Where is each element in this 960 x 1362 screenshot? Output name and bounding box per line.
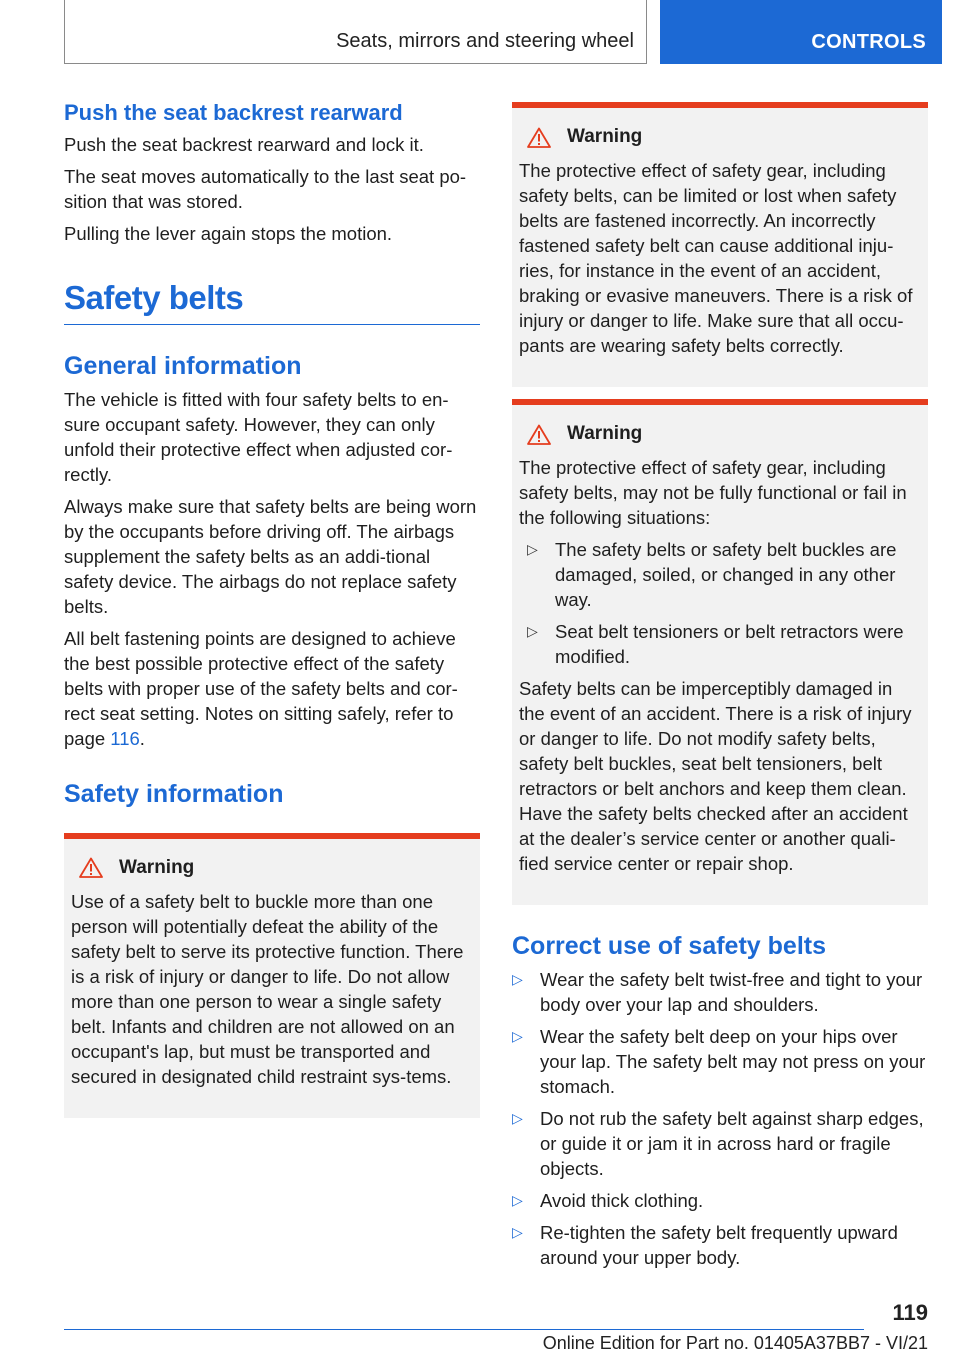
list-item-text: Seat belt tensioners or belt retractors were modified. [555, 621, 904, 667]
correct-use-heading: Correct use of safety belts [512, 932, 826, 960]
list-item-text: Wear the safety belt twist-free and tight to your body over your lap and shoulders. [540, 969, 923, 1015]
bullet-triangle-icon: ▷ [512, 1192, 523, 1208]
list-item [512, 1106, 928, 1181]
warning-box-2-text: The protective effect of safety gear, including safety belts, can be limited or lost when safety belts are fastened incorrectly. An incorrectly fastened safety belt can cause additional inju-ries, for instance in the event of an accident, braking or evasive maneuvers. There is a risk of injury or danger to life. Make sure that all occu-pants are wearing safety belts correctly. [519, 160, 913, 356]
warning-box-2-label: Warning [567, 126, 643, 147]
warning-box-3-intro: The protective effect of safety gear, including safety belts, may not be fully functional or fail in the following situations: [519, 457, 907, 528]
safety-belts-title: Safety belts [64, 279, 244, 317]
list-item [527, 619, 920, 669]
bullet-triangle-icon: ▷ [512, 1110, 523, 1126]
general-paragraph-3-text: All belt fastening points are designed to achieve the best possible protective effect of the safety belts with proper use of the safety belts and cor-rect seat setting. Notes on sitting safely, refer to page [64, 627, 458, 749]
bullet-triangle-icon: ▷ [512, 1028, 523, 1044]
warning-triangle-icon [79, 857, 103, 878]
list-item [527, 537, 920, 612]
warning-box-3-title [519, 423, 920, 445]
push-backrest-heading: Push the seat backrest rearward [64, 100, 403, 125]
page-reference-link[interactable]: 116 [110, 727, 140, 749]
warning-box-1-text: Use of a safety belt to buckle more than one person will potentially defeat the ability of the safety belt to serve its protective function. There is a risk of injury or danger to life. Do not allow more than one person to wear a single safety belt. Infants and children are not allowed on an occupant's lap, but must be transported and secured in designated child restraint sys-tems. [71, 890, 464, 1087]
warning-box-2-title [519, 126, 920, 148]
bullet-triangle-icon: ▷ [527, 623, 538, 639]
list-item-text: The safety belts or safety belt buckles are damaged, soiled, or changed in any other way. [555, 539, 897, 610]
list-item [512, 1188, 928, 1213]
safety-information-heading: Safety information [64, 779, 284, 808]
warning-box-2 [512, 102, 928, 387]
bullet-triangle-icon: ▷ [512, 1224, 523, 1240]
warning-box-3 [512, 399, 928, 905]
warning-box-1-title [71, 857, 472, 879]
bullet-triangle-icon: ▷ [512, 971, 523, 987]
warning-box-3-text: Safety belts can be imperceptibly damaged in the event of an accident. There is a risk of injury or danger to life. Do not modify safety belts, safety belt buckles, seat belt tensioners, belt retractors or belt anchors and keep them clean. Have the safety belts checked after an accident at the dealer’s service center or another quali-fied service center or repair shop. [519, 678, 912, 874]
list-item-text: Avoid thick clothing. [540, 1190, 704, 1211]
push-backrest-paragraph-1: Push the seat backrest rearward and lock it. [64, 134, 424, 156]
warning-triangle-icon [527, 424, 551, 445]
list-item-text: Wear the safety belt deep on your hips over your lap. The safety belt may not press on your stomach. [540, 1026, 926, 1097]
push-backrest-paragraph-3: Pulling the lever again stops the motion. [64, 223, 393, 245]
left-column [64, 100, 480, 1118]
right-column [512, 102, 928, 1277]
list-item [512, 1220, 928, 1270]
list-item-text: Do not rub the safety belt against sharp edges, or guide it or jam it in across hard or fragile objects. [540, 1108, 924, 1179]
edition-footer: Online Edition for Part no. 01405A37BB7 - VI/21 [542, 1333, 928, 1353]
general-paragraph-3-end: . [139, 727, 145, 749]
list-item [512, 967, 928, 1017]
general-paragraph-2: Always make sure that safety belts are being worn by the occupants before driving off. The airbags supplement the safety belts as an addi-tional safety device. The airbags do not replace safety belts. [64, 495, 477, 617]
page-number: 119 [892, 1300, 928, 1325]
bullet-triangle-icon: ▷ [527, 541, 538, 557]
warning-box-1 [64, 833, 480, 1118]
general-paragraph-1: The vehicle is fitted with four safety belts to en-sure occupant safety. However, they can only unfold their protective effect when adjusted cor-rectly. [64, 388, 453, 485]
header-section-title: Seats, mirrors and steering wheel [336, 30, 634, 52]
safety-belts-title-block [64, 278, 480, 325]
header-chapter-tab[interactable] [660, 0, 942, 64]
general-information-heading: General information [64, 351, 302, 380]
general-paragraph-3 [64, 626, 480, 751]
warning-box-3-label: Warning [567, 423, 643, 444]
footer-divider [64, 1329, 864, 1330]
header-section-box [64, 0, 647, 64]
list-item [512, 1024, 928, 1099]
warning-triangle-icon [527, 127, 551, 148]
warning-box-1-label: Warning [119, 856, 195, 878]
list-item-text: Re-tighten the safety belt frequently upward around your upper body. [540, 1222, 898, 1268]
push-backrest-paragraph-2: The seat moves automatically to the last seat po-sition that was stored. [64, 166, 467, 213]
header-chapter-label: CONTROLS [811, 31, 926, 53]
